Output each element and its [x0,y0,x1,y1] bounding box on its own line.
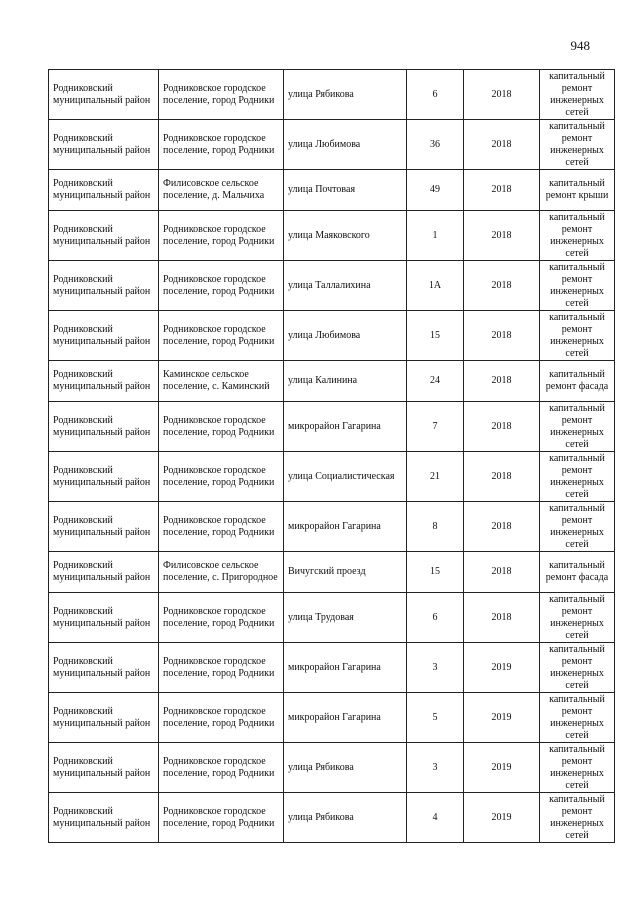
work-type-cell: капитальный ремонт инженерных сетей [540,311,615,361]
table-row [49,452,615,502]
settlement-cell: Родниковское городское поселение, город Родники [159,311,284,361]
house-number-cell: 8 [407,502,464,552]
year-cell: 2018 [464,552,540,593]
settlement-cell: Родниковское городское поселение, город Родники [159,452,284,502]
house-number-cell: 21 [407,452,464,502]
house-number-cell: 36 [407,120,464,170]
table-body [49,70,615,843]
settlement-cell: Родниковское городское поселение, город Родники [159,120,284,170]
table-row [49,502,615,552]
work-type-cell: капитальный ремонт инженерных сетей [540,693,615,743]
year-cell: 2019 [464,793,540,843]
street-cell: микрорайон Гагарина [284,402,407,452]
work-type-cell: капитальный ремонт инженерных сетей [540,593,615,643]
house-number-cell: 1 [407,211,464,261]
year-cell: 2018 [464,452,540,502]
table-row [49,793,615,843]
street-cell: улица Рябикова [284,70,407,120]
work-type-cell: капитальный ремонт инженерных сетей [540,261,615,311]
table-row [49,402,615,452]
street-cell: улица Рябикова [284,793,407,843]
street-cell: улица Трудовая [284,593,407,643]
district-cell: Родниковский муниципальный район [49,593,159,643]
page-number: 948 [570,38,590,53]
table-row [49,643,615,693]
year-cell: 2019 [464,743,540,793]
table-row [49,70,615,120]
district-cell: Родниковский муниципальный район [49,211,159,261]
street-cell: улица Любимова [284,311,407,361]
table-row [49,170,615,211]
district-cell: Родниковский муниципальный район [49,502,159,552]
table-row [49,361,615,402]
settlement-cell: Родниковское городское поселение, город Родники [159,693,284,743]
district-cell: Родниковский муниципальный район [49,793,159,843]
table-row [49,593,615,643]
settlement-cell: Филисовское сельское поселение, д. Мальчиха [159,170,284,211]
settlement-cell: Родниковское городское поселение, город Родники [159,593,284,643]
settlement-cell: Родниковское городское поселение, город Родники [159,211,284,261]
year-cell: 2018 [464,593,540,643]
district-cell: Родниковский муниципальный район [49,693,159,743]
year-cell: 2018 [464,261,540,311]
district-cell: Родниковский муниципальный район [49,261,159,311]
settlement-cell: Родниковское городское поселение, город Родники [159,793,284,843]
street-cell: улица Таллалихина [284,261,407,311]
year-cell: 2018 [464,170,540,211]
settlement-cell: Родниковское городское поселение, город Родники [159,402,284,452]
house-number-cell: 6 [407,593,464,643]
house-number-cell: 4 [407,793,464,843]
work-type-cell: капитальный ремонт инженерных сетей [540,502,615,552]
table-row [49,552,615,593]
street-cell: улица Социалистическая [284,452,407,502]
work-type-cell: капитальный ремонт инженерных сетей [540,120,615,170]
district-cell: Родниковский муниципальный район [49,170,159,211]
district-cell: Родниковский муниципальный район [49,70,159,120]
district-cell: Родниковский муниципальный район [49,311,159,361]
house-number-cell: 3 [407,743,464,793]
year-cell: 2018 [464,402,540,452]
year-cell: 2018 [464,70,540,120]
district-cell: Родниковский муниципальный район [49,552,159,593]
year-cell: 2018 [464,361,540,402]
house-number-cell: 15 [407,552,464,593]
district-cell: Родниковский муниципальный район [49,743,159,793]
settlement-cell: Родниковское городское поселение, город Родники [159,643,284,693]
street-cell: улица Калинина [284,361,407,402]
district-cell: Родниковский муниципальный район [49,643,159,693]
work-type-cell: капитальный ремонт фасада [540,361,615,402]
district-cell: Родниковский муниципальный район [49,452,159,502]
street-cell: Вичугский проезд [284,552,407,593]
street-cell: улица Почтовая [284,170,407,211]
work-type-cell: капитальный ремонт инженерных сетей [540,402,615,452]
house-number-cell: 15 [407,311,464,361]
street-cell: улица Маяковского [284,211,407,261]
housing-repair-table [48,69,615,843]
work-type-cell: капитальный ремонт фасада [540,552,615,593]
district-cell: Родниковский муниципальный район [49,361,159,402]
work-type-cell: капитальный ремонт крыши [540,170,615,211]
house-number-cell: 1А [407,261,464,311]
work-type-cell: капитальный ремонт инженерных сетей [540,793,615,843]
work-type-cell: капитальный ремонт инженерных сетей [540,70,615,120]
house-number-cell: 5 [407,693,464,743]
house-number-cell: 7 [407,402,464,452]
house-number-cell: 6 [407,70,464,120]
street-cell: микрорайон Гагарина [284,693,407,743]
settlement-cell: Родниковское городское поселение, город Родники [159,502,284,552]
work-type-cell: капитальный ремонт инженерных сетей [540,643,615,693]
work-type-cell: капитальный ремонт инженерных сетей [540,743,615,793]
district-cell: Родниковский муниципальный район [49,120,159,170]
year-cell: 2018 [464,311,540,361]
table-row [49,743,615,793]
work-type-cell: капитальный ремонт инженерных сетей [540,452,615,502]
year-cell: 2019 [464,693,540,743]
street-cell: микрорайон Гагарина [284,502,407,552]
district-cell: Родниковский муниципальный район [49,402,159,452]
work-type-cell: капитальный ремонт инженерных сетей [540,211,615,261]
settlement-cell: Родниковское городское поселение, город Родники [159,70,284,120]
table-row [49,261,615,311]
table-row [49,311,615,361]
house-number-cell: 24 [407,361,464,402]
street-cell: улица Любимова [284,120,407,170]
settlement-cell: Родниковское городское поселение, город Родники [159,261,284,311]
street-cell: улица Рябикова [284,743,407,793]
year-cell: 2019 [464,643,540,693]
house-number-cell: 3 [407,643,464,693]
settlement-cell: Родниковское городское поселение, город Родники [159,743,284,793]
year-cell: 2018 [464,502,540,552]
settlement-cell: Филисовское сельское поселение, с. Пригородное [159,552,284,593]
year-cell: 2018 [464,120,540,170]
table-row [49,693,615,743]
street-cell: микрорайон Гагарина [284,643,407,693]
table-row [49,120,615,170]
year-cell: 2018 [464,211,540,261]
house-number-cell: 49 [407,170,464,211]
settlement-cell: Каминское сельское поселение, с. Каминский [159,361,284,402]
table-row [49,211,615,261]
